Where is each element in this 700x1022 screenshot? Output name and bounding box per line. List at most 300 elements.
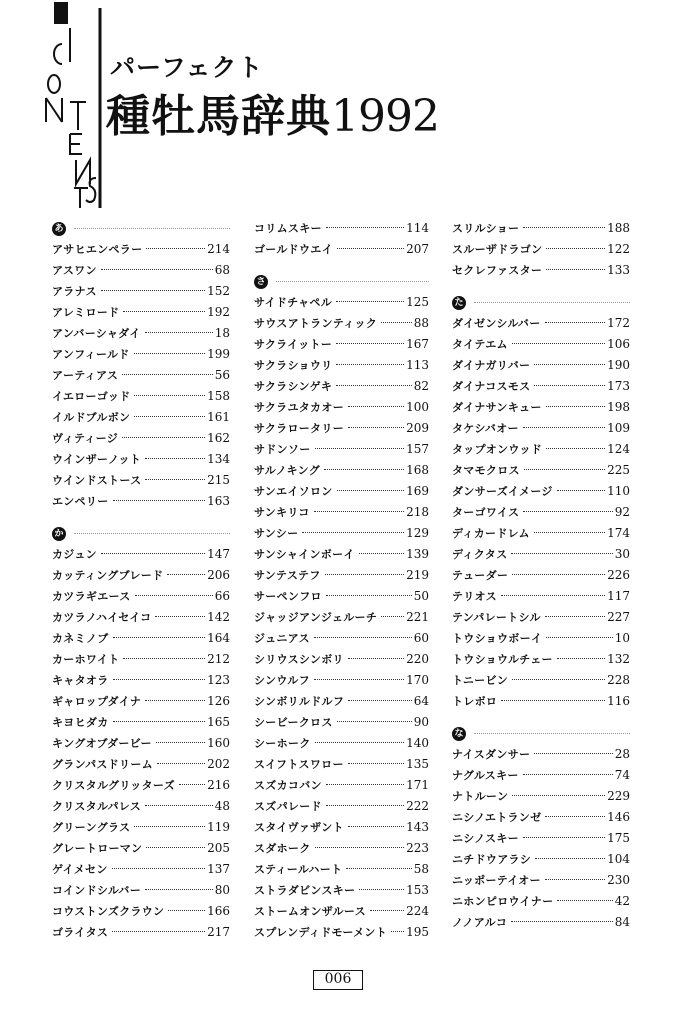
dot-leader xyxy=(314,511,404,512)
entry-page: 168 xyxy=(406,463,429,477)
entry-name: ダイナガリバー xyxy=(452,359,531,372)
dot-leader xyxy=(511,921,613,922)
entry-name: コウストンズクラウン xyxy=(52,905,165,918)
index-entry xyxy=(452,313,630,334)
entry-page: 80 xyxy=(214,883,230,897)
entry-name: サンシャインボーイ xyxy=(254,548,355,561)
index-section xyxy=(452,218,630,281)
entry-page: 207 xyxy=(406,242,429,256)
entry-page: 119 xyxy=(207,820,230,834)
dot-leader xyxy=(336,364,404,365)
entry-name: スズパレード xyxy=(254,800,322,813)
entry-name: スプレンディドモーメント xyxy=(254,926,388,939)
entry-name: サルノキング xyxy=(254,464,321,477)
dot-leader xyxy=(157,763,205,764)
entry-page: 164 xyxy=(207,631,230,645)
entry-name: トウショウボーイ xyxy=(452,632,543,645)
index-entry xyxy=(52,281,230,302)
dot-leader xyxy=(134,353,206,354)
entry-page: 171 xyxy=(406,778,429,792)
entry-page: 172 xyxy=(607,316,630,330)
dot-leader xyxy=(101,290,205,291)
index-entry xyxy=(254,397,429,418)
entry-page: 173 xyxy=(607,379,630,393)
entry-name: サイドチャペル xyxy=(254,296,332,309)
book-title xyxy=(106,80,439,144)
entry-page: 228 xyxy=(607,673,630,687)
entry-page: 66 xyxy=(214,589,230,603)
entry-name: テューダー xyxy=(452,569,509,582)
entry-page: 226 xyxy=(607,568,630,582)
dot-leader xyxy=(523,774,613,775)
entry-name: クリスタルパレス xyxy=(52,800,142,813)
dot-leader xyxy=(523,227,605,228)
entry-page: 220 xyxy=(406,652,429,666)
entry-name: ニチドウアラシ xyxy=(452,853,532,866)
entry-name: カツラノハイセイコ xyxy=(52,611,152,624)
index-column-3 xyxy=(452,218,630,944)
title-year: 1992 xyxy=(331,91,439,142)
entry-page: 152 xyxy=(207,284,230,298)
dot-leader xyxy=(523,837,605,838)
index-entry xyxy=(452,670,630,691)
dot-leader xyxy=(546,248,605,249)
entry-name: コインドシルバー xyxy=(52,884,142,897)
entry-page: 195 xyxy=(406,925,429,939)
entry-page: 143 xyxy=(406,820,429,834)
dot-leader xyxy=(134,395,205,396)
index-column-1 xyxy=(52,218,230,954)
dot-leader xyxy=(381,616,404,617)
entry-name: タケシバオー xyxy=(452,422,519,435)
entry-page: 113 xyxy=(406,358,429,372)
entry-name: イルドブルボン xyxy=(52,411,131,424)
entry-page: 230 xyxy=(607,873,630,887)
dot-leader xyxy=(145,805,213,806)
index-entry xyxy=(52,880,230,901)
entry-name: カッティングブレード xyxy=(52,569,164,582)
index-entry xyxy=(52,449,230,470)
index-entry xyxy=(254,691,429,712)
dot-leader xyxy=(155,616,205,617)
dot-leader xyxy=(113,500,206,501)
entry-name: シリウスシンボリ xyxy=(254,653,344,666)
entry-name: タイテエム xyxy=(452,338,508,351)
entry-page: 163 xyxy=(207,494,230,508)
entry-page: 157 xyxy=(406,442,429,456)
entry-page: 153 xyxy=(406,883,429,897)
dot-leader xyxy=(314,679,404,680)
entry-page: 167 xyxy=(406,337,429,351)
index-entry xyxy=(52,239,230,260)
entry-name: アサヒエンペラー xyxy=(52,243,143,256)
index-entry xyxy=(254,901,429,922)
index-entry xyxy=(52,754,230,775)
entry-page: 202 xyxy=(207,757,230,771)
dot-leader xyxy=(145,889,213,890)
index-entry xyxy=(254,460,429,481)
entry-name: ウインザーノット xyxy=(52,453,142,466)
entry-name: ジャッジアンジェルーチ xyxy=(254,611,378,624)
dot-leader xyxy=(145,700,205,701)
entry-page: 74 xyxy=(614,768,630,782)
entry-page: 218 xyxy=(406,505,429,519)
dot-leader xyxy=(501,595,605,596)
entry-name: サクラロータリー xyxy=(254,422,344,435)
entry-page: 88 xyxy=(413,316,429,330)
section-heading xyxy=(52,218,230,239)
dot-leader xyxy=(348,406,404,407)
index-entry xyxy=(52,407,230,428)
dot-leader xyxy=(535,858,605,859)
entry-page: 122 xyxy=(607,242,630,256)
index-entry xyxy=(452,376,630,397)
index-entry xyxy=(254,922,429,943)
index-entry xyxy=(452,691,630,712)
dot-leader xyxy=(167,574,205,575)
index-entry xyxy=(52,691,230,712)
index-entry xyxy=(254,670,429,691)
entry-page: 222 xyxy=(406,799,429,813)
index-entry xyxy=(254,817,429,838)
entry-name: スズカコバン xyxy=(254,779,322,792)
entry-name: スタイヴァザント xyxy=(254,821,344,834)
index-entry xyxy=(254,880,429,901)
dot-leader xyxy=(146,248,205,249)
dot-leader xyxy=(112,868,205,869)
entry-page: 125 xyxy=(406,295,429,309)
entry-name: サドンソー xyxy=(254,443,311,456)
entry-name: ゴライタス xyxy=(52,926,109,939)
entry-name: ゴールドウエイ xyxy=(254,243,333,256)
dot-leader xyxy=(315,742,405,743)
index-entry xyxy=(452,744,630,765)
index-entry xyxy=(52,470,230,491)
entry-page: 209 xyxy=(406,421,429,435)
dot-leader xyxy=(326,595,412,596)
entry-page: 217 xyxy=(207,925,230,939)
entry-name: サウスアトランティック xyxy=(254,317,378,330)
entry-name: クリスタルグリッターズ xyxy=(52,779,175,792)
index-entry xyxy=(452,439,630,460)
entry-name: サクライットー xyxy=(254,338,333,351)
index-entry xyxy=(52,491,230,512)
dot-leader xyxy=(346,868,411,869)
dot-leader xyxy=(122,374,213,375)
entry-page: 165 xyxy=(207,715,230,729)
entry-page: 223 xyxy=(406,841,429,855)
entry-name: ナグルスキー xyxy=(452,769,519,782)
entry-name: スリルショー xyxy=(452,222,520,235)
index-entry xyxy=(254,376,429,397)
dot-leader xyxy=(370,910,404,911)
index-entry xyxy=(52,628,230,649)
dot-leader xyxy=(123,311,205,312)
dot-leader xyxy=(337,248,404,249)
index-entry xyxy=(52,607,230,628)
index-entry xyxy=(452,607,630,628)
entry-page: 110 xyxy=(607,484,630,498)
dot-leader xyxy=(122,437,205,438)
index-section xyxy=(52,523,230,943)
index-entry xyxy=(52,901,230,922)
entry-name: キングオブダービー xyxy=(52,737,152,750)
entry-name: エンペリー xyxy=(52,495,109,508)
entry-page: 205 xyxy=(207,841,230,855)
index-entry xyxy=(254,502,429,523)
entry-name: シンウルフ xyxy=(254,674,310,687)
dot-leader xyxy=(336,385,412,386)
entry-page: 216 xyxy=(207,778,230,792)
index-entry xyxy=(52,565,230,586)
dot-leader xyxy=(523,511,612,512)
dot-leader xyxy=(545,879,605,880)
entry-page: 162 xyxy=(207,431,230,445)
index-section xyxy=(452,723,630,933)
dot-leader xyxy=(546,269,605,270)
entry-page: 42 xyxy=(614,894,630,908)
entry-page: 123 xyxy=(207,673,230,687)
entry-name: アンバーシャダイ xyxy=(52,327,141,340)
entry-page: 114 xyxy=(406,221,429,235)
entry-name: イエローゴッド xyxy=(52,390,131,403)
entry-page: 227 xyxy=(607,610,630,624)
entry-page: 82 xyxy=(413,379,429,393)
entry-page: 219 xyxy=(406,568,429,582)
entry-page: 133 xyxy=(607,263,630,277)
index-entry xyxy=(452,334,630,355)
entry-page: 104 xyxy=(607,852,630,866)
dot-leader xyxy=(523,427,605,428)
entry-page: 192 xyxy=(207,305,230,319)
index-entry xyxy=(52,344,230,365)
index-entry xyxy=(254,607,429,628)
index-entry xyxy=(254,649,429,670)
entry-page: 169 xyxy=(406,484,429,498)
entry-name: ディカードレム xyxy=(452,527,530,540)
entry-name: ディクタス xyxy=(452,548,508,561)
entry-name: ギャロップダイナ xyxy=(52,695,142,708)
entry-name: トウショウルチェー xyxy=(452,653,553,666)
index-entry xyxy=(52,796,230,817)
entry-name: セクレファスター xyxy=(452,264,543,277)
index-entry xyxy=(254,355,429,376)
entry-page: 142 xyxy=(207,610,230,624)
dot-leader xyxy=(545,616,605,617)
entry-name: キャタオラ xyxy=(52,674,109,687)
dot-leader xyxy=(146,847,205,848)
dot-leader xyxy=(524,469,605,470)
dot-leader xyxy=(534,364,605,365)
dot-leader xyxy=(557,900,612,901)
index-entry xyxy=(52,649,230,670)
dot-leader xyxy=(113,679,206,680)
entry-page: 100 xyxy=(406,400,429,414)
entry-name: サクラショウリ xyxy=(254,359,333,372)
section-rule xyxy=(74,228,230,229)
entry-page: 58 xyxy=(413,862,429,876)
entry-page: 10 xyxy=(614,631,630,645)
entry-name: ゲイメセン xyxy=(52,863,108,876)
entry-name: アラナス xyxy=(52,285,97,298)
index-entry xyxy=(254,418,429,439)
index-entry xyxy=(452,218,630,239)
section-rule xyxy=(276,281,429,282)
dot-leader xyxy=(101,553,205,554)
index-entry xyxy=(254,712,429,733)
entry-name: カーホワイト xyxy=(52,653,120,666)
index-entry xyxy=(452,397,630,418)
entry-name: グランパスドリーム xyxy=(52,758,153,771)
entry-name: グレートローマン xyxy=(52,842,143,855)
index-entry xyxy=(452,765,630,786)
entry-name: ウインドストース xyxy=(52,474,142,487)
index-entry xyxy=(452,828,630,849)
entry-name: ニシノスキー xyxy=(452,832,519,845)
dot-leader xyxy=(337,490,405,491)
entry-page: 116 xyxy=(607,694,630,708)
entry-page: 56 xyxy=(214,368,230,382)
index-entry xyxy=(452,565,630,586)
index-entry xyxy=(254,565,429,586)
entry-name: カネミノブ xyxy=(52,632,109,645)
dot-leader xyxy=(348,763,404,764)
index-entry xyxy=(452,891,630,912)
entry-page: 106 xyxy=(607,337,630,351)
entry-page: 188 xyxy=(607,221,630,235)
index-entry xyxy=(52,712,230,733)
index-entry xyxy=(452,481,630,502)
dot-leader xyxy=(156,742,205,743)
entry-name: タップオンウッド xyxy=(452,443,543,456)
index-entry xyxy=(452,460,630,481)
entry-page: 48 xyxy=(214,799,230,813)
entry-name: キヨヒダカ xyxy=(52,716,109,729)
entry-page: 137 xyxy=(207,862,230,876)
dot-leader xyxy=(336,301,404,302)
dot-leader xyxy=(325,574,405,575)
index-entry xyxy=(452,586,630,607)
entry-name: スイフトスワロー xyxy=(254,758,344,771)
dot-leader xyxy=(381,322,412,323)
entry-name: トニービン xyxy=(452,674,509,687)
dot-leader xyxy=(546,448,605,449)
dot-leader xyxy=(391,931,404,932)
section-heading xyxy=(452,723,630,744)
entry-name: テリオス xyxy=(452,590,497,603)
entry-name: ダンサーズイメージ xyxy=(452,485,553,498)
entry-name: シーホーク xyxy=(254,737,311,750)
entry-page: 92 xyxy=(614,505,630,519)
entry-name: サクラシンゲキ xyxy=(254,380,333,393)
entry-name: スダホーク xyxy=(254,842,311,855)
index-entry xyxy=(452,418,630,439)
index-entry xyxy=(254,628,429,649)
entry-name: アスワン xyxy=(52,264,97,277)
entry-name: スティールハート xyxy=(254,863,343,876)
index-entry xyxy=(452,502,630,523)
entry-page: 174 xyxy=(607,526,630,540)
entry-name: ノノアルコ xyxy=(452,916,508,929)
entry-name: サーペンフロ xyxy=(254,590,322,603)
contents-logo xyxy=(40,2,104,212)
dot-leader xyxy=(145,332,213,333)
kana-badge: た xyxy=(452,296,466,310)
index-section xyxy=(254,271,429,943)
index-entry xyxy=(52,922,230,943)
index-entry xyxy=(254,481,429,502)
entry-name: アンフィールド xyxy=(52,348,130,361)
dot-leader xyxy=(511,553,612,554)
dot-leader xyxy=(512,343,605,344)
index-entry xyxy=(254,733,429,754)
entry-name: ストームオンザルース xyxy=(254,905,366,918)
entry-name: サンテステフ xyxy=(254,569,321,582)
index-entry xyxy=(52,838,230,859)
dot-leader xyxy=(135,595,213,596)
index-entry xyxy=(52,428,230,449)
dot-leader xyxy=(113,721,206,722)
index-entry xyxy=(254,439,429,460)
entry-page: 124 xyxy=(607,442,630,456)
entry-page: 50 xyxy=(413,589,429,603)
dot-leader xyxy=(314,637,412,638)
index-entry xyxy=(452,649,630,670)
dot-leader xyxy=(123,658,205,659)
entry-page: 18 xyxy=(214,326,230,340)
index-entry xyxy=(254,544,429,565)
index-entry xyxy=(452,786,630,807)
entry-page: 60 xyxy=(413,631,429,645)
section-heading xyxy=(52,523,230,544)
dot-leader xyxy=(534,532,605,533)
entry-page: 109 xyxy=(607,421,630,435)
index-entry xyxy=(452,870,630,891)
kana-badge: さ xyxy=(254,275,268,289)
dot-leader xyxy=(512,574,605,575)
entry-page: 175 xyxy=(607,831,630,845)
entry-name: サンキリコ xyxy=(254,506,310,519)
entry-page: 134 xyxy=(207,452,230,466)
entry-page: 199 xyxy=(207,347,230,361)
entry-name: ニッポーテイオー xyxy=(452,874,541,887)
entry-name: ニシノエトランゼ xyxy=(452,811,542,824)
entry-name: サクラユタカオー xyxy=(254,401,344,414)
dot-leader xyxy=(359,889,404,890)
index-entry xyxy=(254,754,429,775)
entry-name: ダイゼンシルバー xyxy=(452,317,541,330)
index-entry xyxy=(52,386,230,407)
entry-name: ナトルーン xyxy=(452,790,509,803)
dot-leader xyxy=(534,385,605,386)
entry-name: アレミロード xyxy=(52,306,120,319)
entry-page: 190 xyxy=(607,358,630,372)
index-entry xyxy=(52,817,230,838)
entry-page: 225 xyxy=(607,463,630,477)
entry-name: グリーングラス xyxy=(52,821,131,834)
index-entry xyxy=(52,670,230,691)
entry-page: 117 xyxy=(607,589,630,603)
index-entry xyxy=(254,586,429,607)
index-entry xyxy=(452,912,630,933)
index-entry xyxy=(254,523,429,544)
index-entry xyxy=(254,292,429,313)
entry-page: 68 xyxy=(214,263,230,277)
dot-leader xyxy=(546,406,605,407)
dot-leader xyxy=(112,931,205,932)
dot-leader xyxy=(545,816,605,817)
dot-leader xyxy=(348,658,404,659)
